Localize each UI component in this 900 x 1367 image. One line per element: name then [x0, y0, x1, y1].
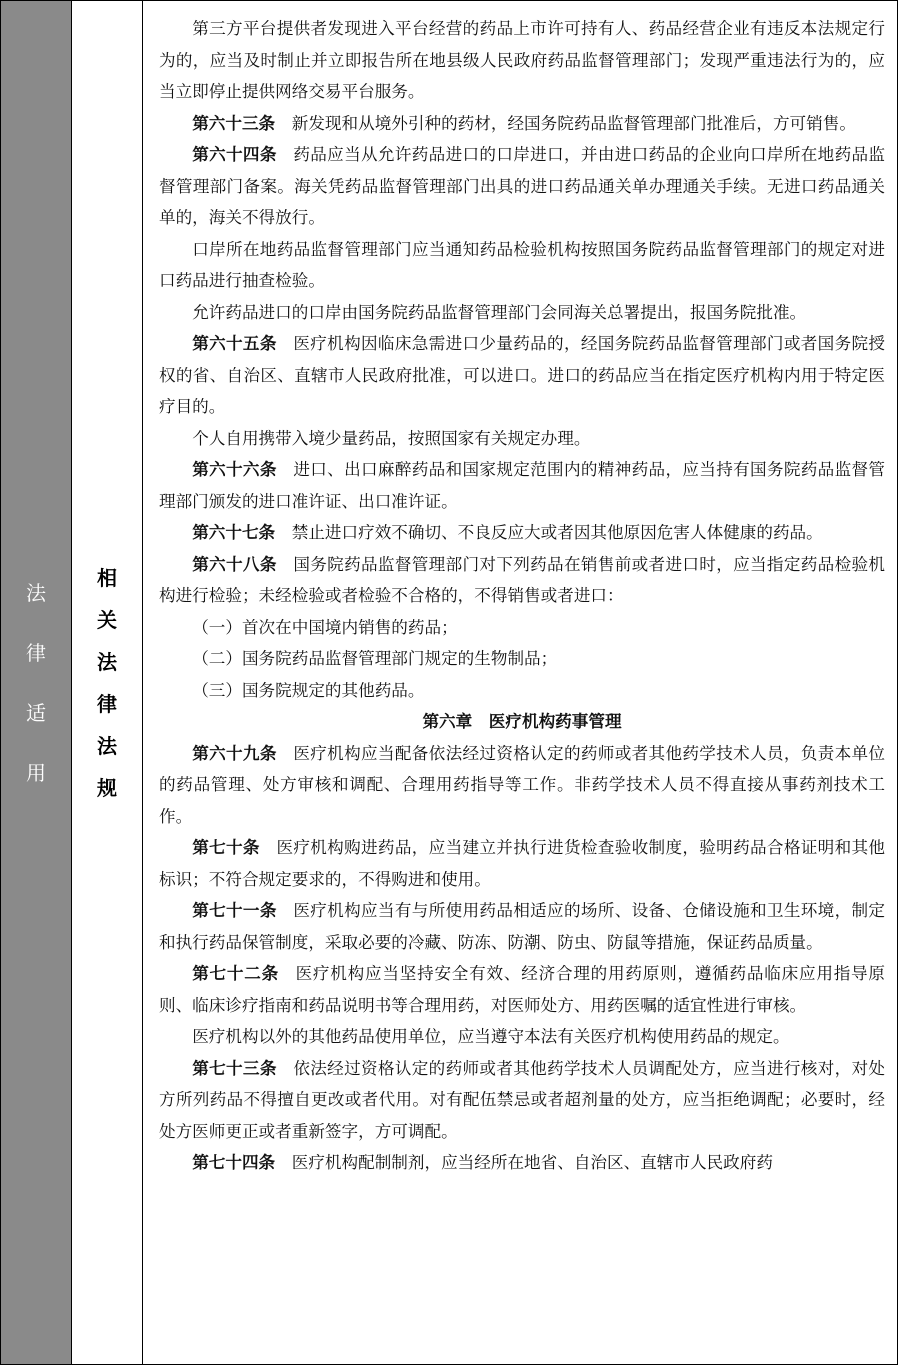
paragraph	[159, 454, 885, 517]
paragraph	[159, 328, 885, 423]
paragraph	[159, 832, 885, 895]
article-number: 第六十八条	[192, 554, 277, 574]
paragraph-text: （二）国务院药品监督管理部门规定的生物制品；	[192, 649, 558, 668]
list-item	[159, 612, 885, 644]
paragraph	[159, 958, 885, 1021]
paragraph-text: 医疗机构因临床急需进口少量药品的，经国务院药品监督管理部门或者国务院授权的省、自治区、直辖市人民政府批准，可以进口。进口的药品应当在指定医疗机构内用于特定医疗目的。	[159, 334, 886, 416]
paragraph	[159, 1021, 885, 1053]
paragraph-text: 医疗机构配制制剂，应当经所在地省、自治区、直辖市人民政府药	[291, 1153, 773, 1172]
paragraph-text: 允许药品进口的口岸由国务院药品监督管理部门会同海关总署提出，报国务院批准。	[192, 302, 807, 322]
paragraph	[159, 234, 885, 297]
category-char: 律	[26, 640, 46, 665]
paragraph-text: 新发现和从境外引种的药材，经国务院药品监督管理部门批准后，方可销售。	[291, 113, 856, 133]
subcategory-char: 法	[97, 733, 117, 758]
paragraph-text: 医疗机构应当有与所使用药品相适应的场所、设备、仓储设施和卫生环境，制定和执行药品保管制度，采取必要的冷藏、防冻、防潮、防虫、防鼠等措施，保证药品质量。	[159, 901, 886, 952]
paragraph	[159, 738, 885, 833]
paragraph-text: 口岸所在地药品监督管理部门应当通知药品检验机构按照国务院药品监督管理部门的规定对进口药品进行抽查检验。	[159, 239, 885, 290]
chapter-heading: 第六章 医疗机构药事管理	[422, 712, 622, 731]
subcategory-char: 关	[97, 607, 117, 632]
paragraph	[159, 108, 885, 140]
paragraph-text: 药品应当从允许药品进口的口岸进口，并由进口药品的企业向口岸所在地药品监督管理部门备案。海关凭药品监督管理部门出具的进口药品通关单办理通关手续。无进口药品通关单的，海关不得放行。	[159, 145, 886, 227]
paragraph	[159, 1053, 885, 1148]
paragraph-text: 进口、出口麻醉药品和国家规定范围内的精神药品，应当持有国务院药品监督管理部门颁发的进口准许证、出口准许证。	[159, 460, 886, 511]
paragraph-text: 医疗机构应当配备依法经过资格认定的药师或者其他药学技术人员，负责本单位的药品管理、处方审核和调配、合理用药指导等工作。非药学技术人员不得直接从事药剂技术工作。	[159, 743, 886, 826]
article-number: 第七十三条	[192, 1058, 277, 1078]
subcategory-char: 相	[97, 565, 117, 590]
subcategory-char: 法	[97, 649, 117, 674]
paragraph	[159, 139, 885, 234]
article-number: 第六十九条	[192, 743, 277, 763]
article-number: 第七十一条	[192, 901, 277, 920]
paragraph-text: 第三方平台提供者发现进入平台经营的药品上市许可持有人、药品经营企业有违反本法规定行为的，应当及时制止并立即报告所在地县级人民政府药品监督管理部门；发现严重违法行为的，应当立即停止提供网络交易平台服务。	[159, 19, 885, 101]
paragraph-text: 医疗机构以外的其他药品使用单位，应当遵守本法有关医疗机构使用药品的规定。	[192, 1027, 790, 1046]
list-item	[159, 675, 885, 707]
paragraph	[159, 13, 885, 108]
paragraph-text: 禁止进口疗效不确切、不良反应大或者因其他原因危害人体健康的药品。	[291, 523, 823, 542]
law-text-body	[143, 1, 897, 1364]
paragraph-text: 医疗机构购进药品，应当建立并执行进货检查验收制度，验明药品合格证明和其他标识；不符合规定要求的，不得购进和使用。	[159, 838, 886, 889]
article-number: 第六十五条	[192, 334, 277, 353]
article-number: 第七十条	[192, 838, 260, 857]
paragraph	[159, 297, 885, 329]
category-char: 适	[26, 700, 46, 725]
list-item	[159, 643, 885, 675]
paragraph-text: 国务院药品监督管理部门对下列药品在销售前或者进口时，应当指定药品检验机构进行检验；未经检验或者检验不合格的，不得销售或者进口：	[159, 554, 886, 605]
subcategory-char: 律	[97, 691, 117, 716]
paragraph	[159, 517, 885, 549]
article-number: 第七十四条	[192, 1153, 276, 1172]
article-number: 第七十二条	[192, 964, 279, 983]
subcategory-column	[72, 1, 143, 1364]
article-number: 第六十三条	[192, 113, 276, 133]
category-char: 法	[26, 580, 46, 605]
paragraph-text: （一）首次在中国境内销售的药品；	[192, 617, 458, 637]
paragraph	[159, 423, 885, 455]
paragraph-text: （三）国务院规定的其他药品。	[192, 680, 425, 700]
paragraph	[159, 549, 885, 612]
category-column	[1, 1, 72, 1364]
paragraph-text: 个人自用携带入境少量药品，按照国家有关规定办理。	[192, 428, 591, 448]
paragraph	[159, 895, 885, 958]
paragraph-text: 医疗机构应当坚持安全有效、经济合理的用药原则，遵循药品临床应用指导原则、临床诊疗指南和药品说明书等合理用药，对医师处方、用药医嘱的适宜性进行审核。	[159, 964, 886, 1015]
article-number: 第六十四条	[192, 145, 277, 164]
category-char: 用	[26, 760, 46, 785]
paragraph-text: 依法经过资格认定的药师或者其他药学技术人员调配处方，应当进行核对，对处方所列药品不得擅自更改或者代用。对有配伍禁忌或者超剂量的处方，应当拒绝调配；必要时，经处方医师更正或者重新签字，方可调配。	[159, 1058, 886, 1141]
paragraph	[159, 1147, 885, 1179]
subcategory-char: 规	[97, 775, 117, 800]
article-number: 第六十六条	[192, 460, 277, 479]
article-number: 第六十七条	[192, 523, 276, 542]
